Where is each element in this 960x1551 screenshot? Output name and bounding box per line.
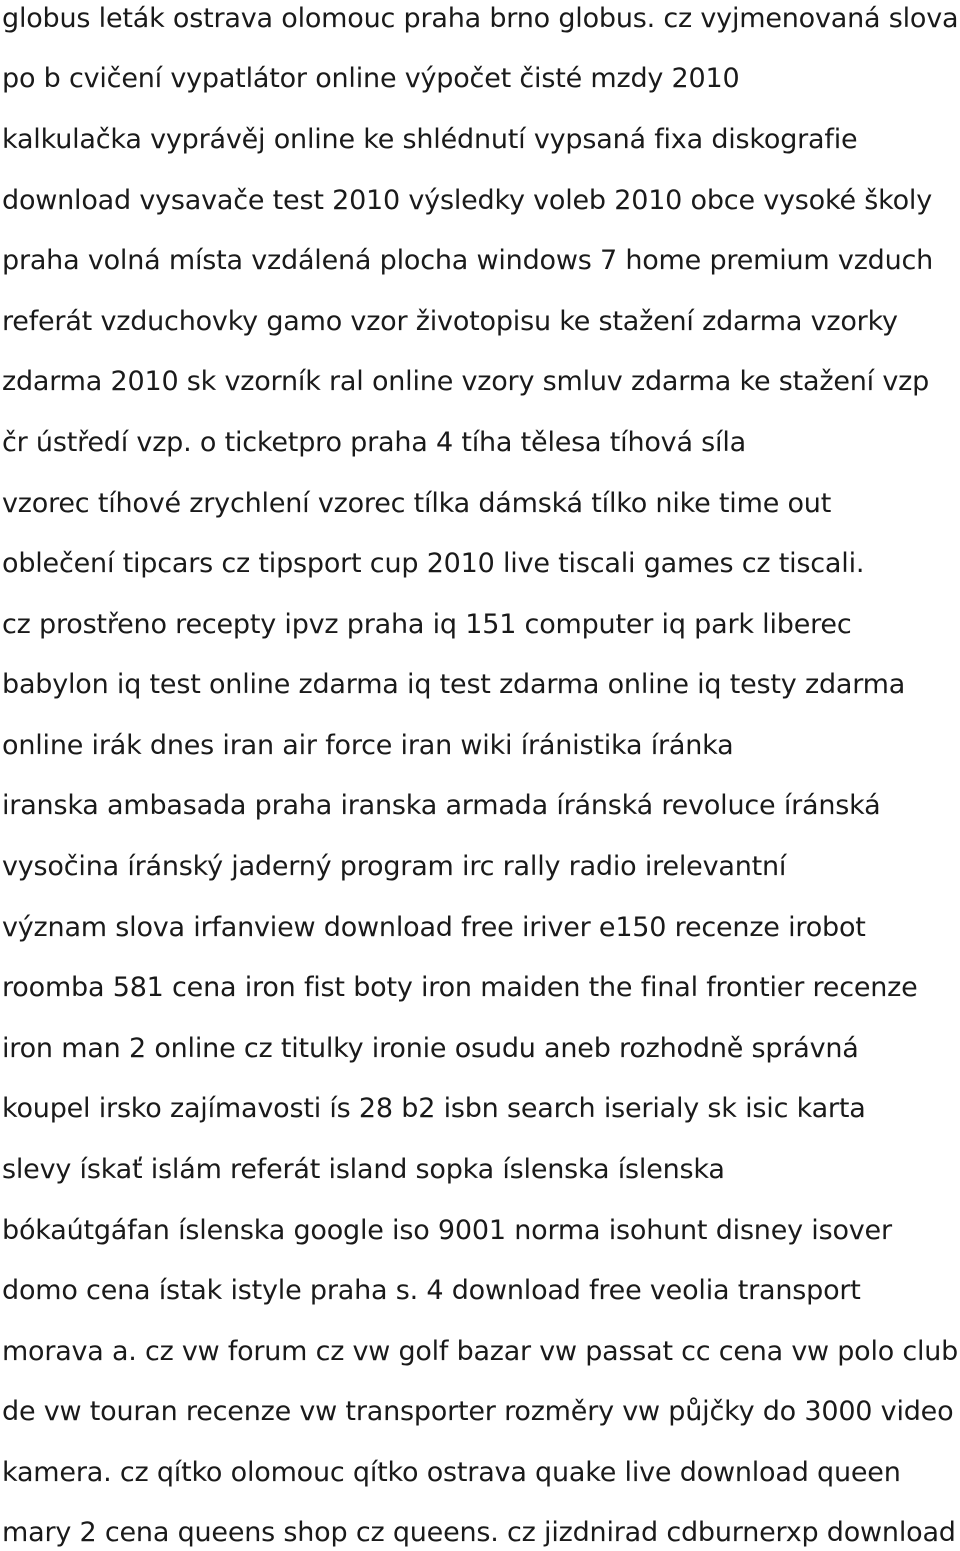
text-line-14: iranska ambasada praha iranska armada íránská revoluce íránská <box>2 790 881 821</box>
text-line-22: domo cena ístak istyle praha s. 4 download free veolia transport <box>2 1275 861 1306</box>
text-line-10: oblečení tipcars cz tipsport cup 2010 live tiscali games cz tiscali. <box>2 548 865 579</box>
text-line-6: referát vzduchovky gamo vzor životopisu ke stažení zdarma vzorky <box>2 306 898 337</box>
text-line-2: po b cvičení vypatlátor online výpočet čisté mzdy 2010 <box>2 63 740 94</box>
text-line-3: kalkulačka vyprávěj online ke shlédnutí vypsaná fixa diskografie <box>2 124 858 155</box>
text-line-25: kamera. cz qítko olomouc qítko ostrava quake live download queen <box>2 1457 901 1488</box>
text-line-1: globus leták ostrava olomouc praha brno globus. cz vyjmenovaná slova <box>2 3 959 34</box>
text-line-11: cz prostřeno recepty ipvz praha iq 151 computer iq park liberec <box>2 609 852 640</box>
text-line-18: iron man 2 online cz titulky ironie osudu aneb rozhodně správná <box>2 1033 859 1064</box>
text-line-24: de vw touran recenze vw transporter rozměry vw půjčky do 3000 video <box>2 1396 954 1427</box>
text-line-15: vysočina íránský jaderný program irc rally radio irelevantní <box>2 851 787 882</box>
text-line-12: babylon iq test online zdarma iq test zdarma online iq testy zdarma <box>2 669 906 700</box>
text-line-16: význam slova irfanview download free iriver e150 recenze irobot <box>2 912 866 943</box>
text-line-7: zdarma 2010 sk vzorník ral online vzory smluv zdarma ke stažení vzp <box>2 366 930 397</box>
text-line-8: čr ústředí vzp. o ticketpro praha 4 tíha tělesa tíhová síla <box>2 427 747 458</box>
text-line-23: morava a. cz vw forum cz vw golf bazar vw passat cc cena vw polo club <box>2 1336 959 1367</box>
text-line-17: roomba 581 cena iron fist boty iron maiden the final frontier recenze <box>2 972 918 1003</box>
text-line-21: bókaútgáfan íslenska google iso 9001 norma isohunt disney isover <box>2 1215 892 1246</box>
text-line-19: koupel irsko zajímavosti ís 28 b2 isbn search iserialy sk isic karta <box>2 1093 866 1124</box>
text-line-20: slevy ískať islám referát island sopka íslenska íslenska <box>2 1154 725 1185</box>
text-line-9: vzorec tíhové zrychlení vzorec tílka dámská tílko nike time out <box>2 488 832 519</box>
text-line-13: online irák dnes iran air force iran wiki íránistika íránka <box>2 730 734 761</box>
text-line-5: praha volná místa vzdálená plocha windows 7 home premium vzduch <box>2 245 934 276</box>
text-line-4: download vysavače test 2010 výsledky voleb 2010 obce vysoké školy <box>2 185 932 216</box>
text-line-26: mary 2 cena queens shop cz queens. cz jizdnirad cdburnerxp download <box>2 1517 956 1548</box>
